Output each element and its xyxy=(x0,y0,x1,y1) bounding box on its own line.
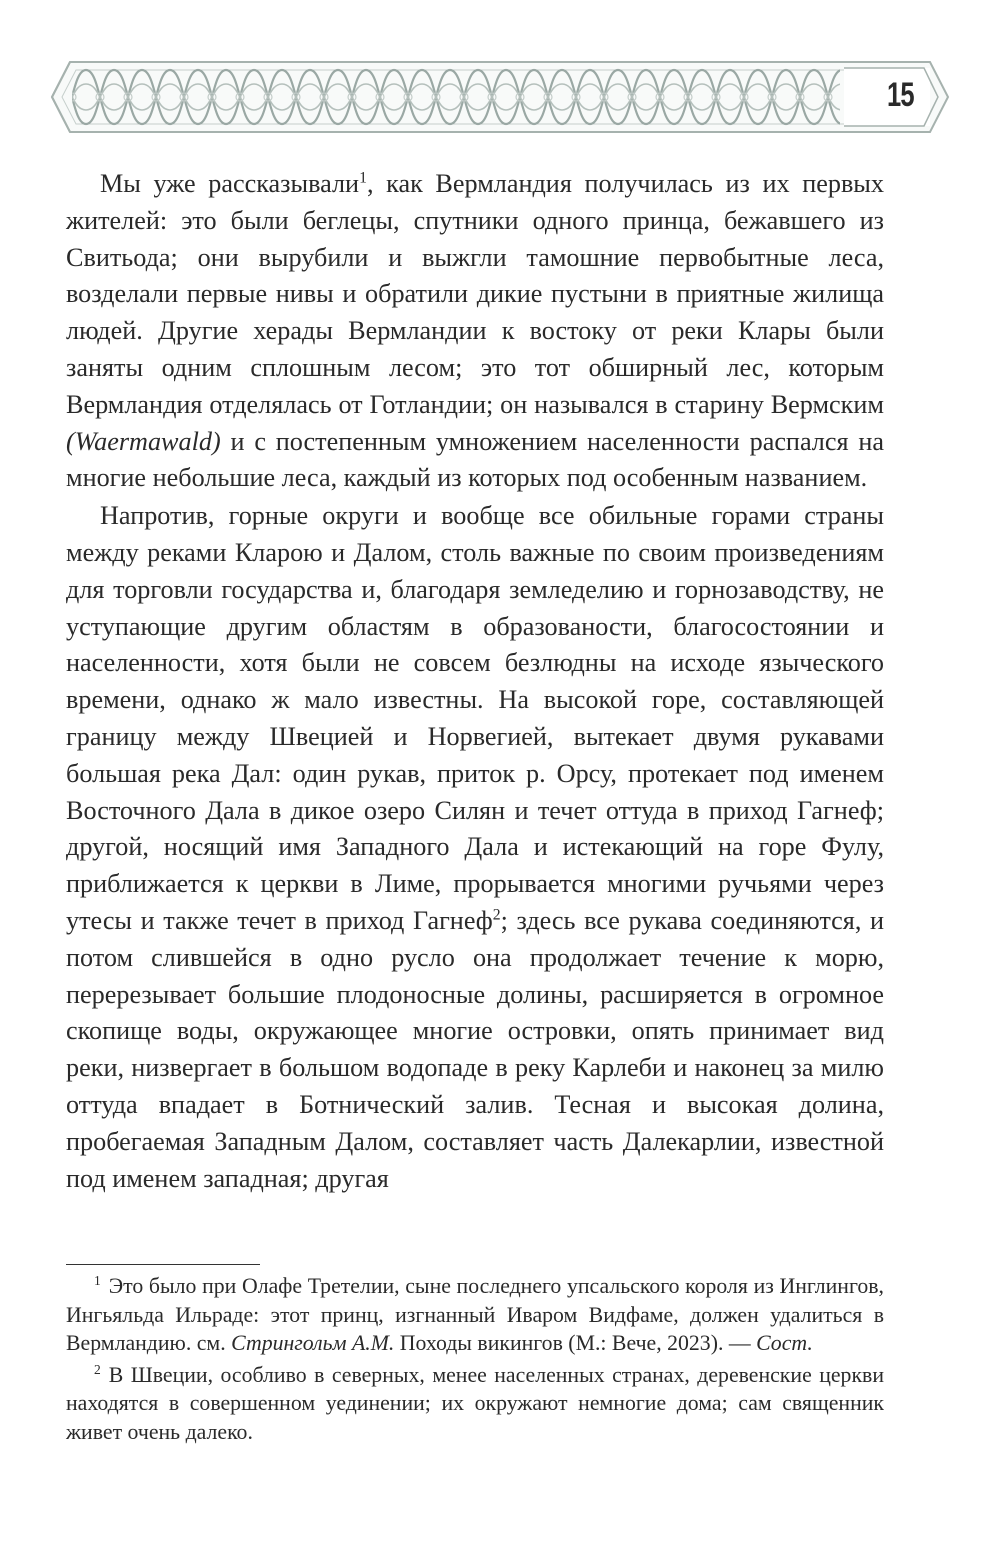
text-run: Мы уже рассказывали xyxy=(100,169,360,198)
text-run: В Швеции, особливо в северных, менее населенных странах, деревенские церкви находятся в совершенном уединении; их окружают немногие дома; сам священник живет очень далеко. xyxy=(66,1362,884,1444)
italic-text: Сост. xyxy=(756,1331,813,1356)
footnote-reference: 1 xyxy=(359,169,367,187)
footnote-mark: 2 xyxy=(94,1361,101,1377)
footnotes xyxy=(66,1272,884,1450)
text-run: Напротив, горные округи и вообще все обильные горами страны между реками Кларою и Далом, столь важные по своим произведениям для торговли государства и, благодаря земледелию и горнозаводству, не уступающие другим областям в образованости, благосостоянии и населенности, хотя были не совсем безлюдны на исходе языческого времени, однако ж мало известны. На высокой горе, составляющей границу между Швецией и Норвегией, вытекает двумя рукавами большая река Дал: один рукав, приток р. Орсу, протекает под именем Восточного Дала в дикое озеро Силян и течет оттуда в приход Гагнеф; другой, носящий имя Западного Дала и истекающий на горе Фулу, приближается к церкви в Лиме, прорывается многими ручьями через утесы и также течет в приход Гагнеф xyxy=(66,501,884,935)
footnote-reference: 2 xyxy=(492,906,501,924)
text-run: Это было при Олафе Третелии, сыне последнего упсальского короля из Инглингов, Ингьяльда Ильраде: этот принц, изгнанный Иваром Видфаме, должен удалиться в Вермландию. см. xyxy=(66,1274,884,1356)
text-run: Походы викингов (М.: Вече, 2023). — xyxy=(394,1331,757,1356)
text-run: ; здесь все рукава соединяются, и потом слившейся в одно русло она продолжает течение к морю, перерезывает большие плодоносные долины, расширяется в огромное скопище воды, окружающее многие островки, опять принимает вид реки, низвергает в большом водопаде в реку Карлеби и наконец за милю оттуда впадает в Ботнический залив. Тесная и высокая долина, пробегаемая Западным Далом, составляет часть Далекарлии, известной под именем западная; другая xyxy=(66,905,884,1193)
main-text xyxy=(66,166,884,1198)
text-run: , как Вермландия получилась из их первых жителей: это были беглецы, спутники одного принца, бежавшего из Свитьода; они вырубили и выжгли тамошние первобытные леса, возделали первые нивы и обратили дикие пустыни в приятные жилища людей. Другие херады Вермландии к востоку от реки Клары были заняты одним сплошным лесом; это тот обширный лес, которым Вермландия отделялась от Готландии; он назывался в старину Вермским xyxy=(66,169,884,419)
footnote-divider xyxy=(66,1264,260,1265)
body-paragraph xyxy=(66,498,884,1197)
footnote xyxy=(66,1272,884,1358)
page-number: 15 xyxy=(887,76,914,114)
body-paragraph xyxy=(66,166,884,497)
celtic-knot-band-icon xyxy=(48,52,952,142)
page-header xyxy=(48,52,952,142)
footnote xyxy=(66,1361,884,1447)
italic-text: Стрингольм А.М. xyxy=(231,1331,395,1356)
text-run: и с постепенным умножением населенности распался на многие небольшие леса, каждый из которых под особенным названием. xyxy=(66,426,884,493)
italic-text: (Waermawald) xyxy=(66,426,221,456)
footnote-mark: 1 xyxy=(94,1272,101,1288)
